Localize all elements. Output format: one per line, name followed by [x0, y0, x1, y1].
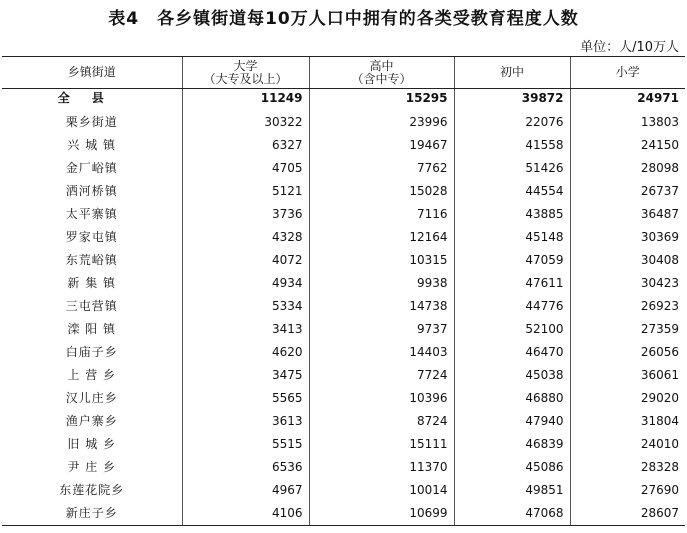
cell-name: 汉儿庄乡 [65, 391, 118, 405]
cell-junior: 44554 [454, 180, 570, 203]
cell-name: 尹 庄 乡 [67, 460, 117, 474]
education-table [2, 56, 685, 526]
cell-high: 8724 [309, 410, 454, 433]
table-row [2, 249, 685, 272]
cell-college: 3475 [182, 364, 309, 387]
cell-high: 23996 [309, 111, 454, 134]
cell-primary: 31804 [570, 410, 685, 433]
table-row [2, 341, 685, 364]
cell-primary: 26737 [570, 180, 685, 203]
cell-college: 4620 [182, 341, 309, 364]
table-row [2, 502, 685, 526]
unit-label: 单位：人/10万人 [580, 40, 679, 55]
cell-primary: 36487 [570, 203, 685, 226]
total-primary: 24971 [570, 89, 685, 112]
cell-primary: 29020 [570, 387, 685, 410]
header-high-sub: （含中专） [351, 71, 412, 86]
header-district-label: 乡镇街道 [67, 65, 116, 79]
cell-junior: 47068 [454, 502, 570, 526]
cell-junior: 45038 [454, 364, 570, 387]
header-college-label: 大学 [233, 58, 258, 73]
cell-college: 4967 [182, 479, 309, 502]
total-row [2, 89, 685, 112]
cell-college: 5515 [182, 433, 309, 456]
table-row [2, 456, 685, 479]
cell-high: 12164 [309, 226, 454, 249]
cell-name: 罗家屯镇 [65, 230, 118, 244]
cell-name: 太平寨镇 [65, 207, 118, 221]
cell-name: 渔户寨乡 [65, 414, 118, 428]
table-row [2, 387, 685, 410]
header-college-sub: （大专及以上） [203, 71, 288, 86]
cell-college: 3413 [182, 318, 309, 341]
table-row [2, 272, 685, 295]
cell-name: 新庄子乡 [2, 502, 182, 526]
cell-primary: 36061 [570, 364, 685, 387]
header-junior [454, 57, 570, 89]
table-row [2, 479, 685, 502]
cell-junior: 45148 [454, 226, 570, 249]
header-primary [570, 57, 685, 89]
cell-high: 15111 [309, 433, 454, 456]
total-junior: 39872 [454, 89, 570, 112]
cell-junior: 47940 [454, 410, 570, 433]
cell-name: 滦 阳 镇 [67, 322, 117, 336]
cell-primary: 26923 [570, 295, 685, 318]
cell-name: 新 集 镇 [67, 276, 117, 290]
cell-primary: 26056 [570, 341, 685, 364]
cell-primary: 24010 [570, 433, 685, 456]
total-high: 15295 [309, 89, 454, 112]
cell-name: 三屯营镇 [65, 299, 118, 313]
header-high [309, 57, 454, 89]
cell-college: 5565 [182, 387, 309, 410]
cell-junior: 45086 [454, 456, 570, 479]
cell-high: 7116 [309, 203, 454, 226]
cell-primary: 28607 [570, 502, 685, 526]
cell-junior: 43885 [454, 203, 570, 226]
header-primary-label: 小学 [615, 65, 640, 79]
cell-college: 4934 [182, 272, 309, 295]
table-row [2, 111, 685, 134]
table-row [2, 410, 685, 433]
header-college [182, 57, 309, 89]
cell-primary: 30408 [570, 249, 685, 272]
header-high-label: 高中 [369, 58, 394, 73]
cell-high: 7724 [309, 364, 454, 387]
table-row [2, 318, 685, 341]
cell-junior: 46839 [454, 433, 570, 456]
cell-junior: 44776 [454, 295, 570, 318]
cell-college: 4705 [182, 157, 309, 180]
cell-high: 10014 [309, 479, 454, 502]
cell-high: 10396 [309, 387, 454, 410]
cell-high: 7762 [309, 157, 454, 180]
cell-high: 10315 [309, 249, 454, 272]
cell-college: 5121 [182, 180, 309, 203]
cell-college: 4072 [182, 249, 309, 272]
cell-junior: 49851 [454, 479, 570, 502]
cell-name: 白庙子乡 [65, 345, 118, 359]
table-row [2, 295, 685, 318]
table-row [2, 134, 685, 157]
cell-high: 9938 [309, 272, 454, 295]
cell-junior: 47611 [454, 272, 570, 295]
table-row [2, 157, 685, 180]
cell-college: 6327 [182, 134, 309, 157]
table-row [2, 433, 685, 456]
cell-college: 4328 [182, 226, 309, 249]
cell-name: 上 营 乡 [67, 368, 117, 382]
cell-junior: 51426 [454, 157, 570, 180]
table-title: 表4 各乡镇街道每10万人口中拥有的各类受教育程度人数 [108, 9, 579, 29]
cell-high: 9737 [309, 318, 454, 341]
cell-college: 3736 [182, 203, 309, 226]
cell-name: 旧 城 乡 [67, 437, 117, 451]
cell-junior: 22076 [454, 111, 570, 134]
cell-name: 东莲花院乡 [59, 483, 125, 497]
cell-high: 14403 [309, 341, 454, 364]
cell-primary: 28098 [570, 157, 685, 180]
table-row [2, 364, 685, 387]
cell-name: 东荒峪镇 [65, 253, 118, 267]
table-row [2, 226, 685, 249]
cell-high: 10699 [309, 502, 454, 526]
cell-primary: 30369 [570, 226, 685, 249]
cell-high: 14738 [309, 295, 454, 318]
cell-college: 5334 [182, 295, 309, 318]
cell-junior: 52100 [454, 318, 570, 341]
cell-junior: 46470 [454, 341, 570, 364]
cell-junior: 47059 [454, 249, 570, 272]
cell-college: 6536 [182, 456, 309, 479]
cell-high: 11370 [309, 456, 454, 479]
cell-primary: 30423 [570, 272, 685, 295]
cell-primary: 28328 [570, 456, 685, 479]
cell-college: 3613 [182, 410, 309, 433]
cell-primary: 27359 [570, 318, 685, 341]
cell-college: 30322 [182, 111, 309, 134]
cell-junior: 46880 [454, 387, 570, 410]
header-district [2, 57, 182, 89]
total-college: 11249 [182, 89, 309, 112]
cell-junior: 41558 [454, 134, 570, 157]
header-row [2, 57, 685, 89]
table-row [2, 180, 685, 203]
cell-primary: 27690 [570, 479, 685, 502]
table-row [2, 203, 685, 226]
cell-name: 洒河桥镇 [65, 184, 118, 198]
header-junior-label: 初中 [499, 65, 524, 79]
cell-college: 4106 [182, 502, 309, 526]
total-name: 全县 [57, 91, 126, 105]
cell-name: 栗乡街道 [65, 115, 118, 129]
cell-primary: 13803 [570, 111, 685, 134]
cell-name: 兴 城 镇 [67, 138, 117, 152]
cell-high: 19467 [309, 134, 454, 157]
cell-high: 15028 [309, 180, 454, 203]
cell-primary: 24150 [570, 134, 685, 157]
cell-name: 金厂峪镇 [65, 161, 118, 175]
